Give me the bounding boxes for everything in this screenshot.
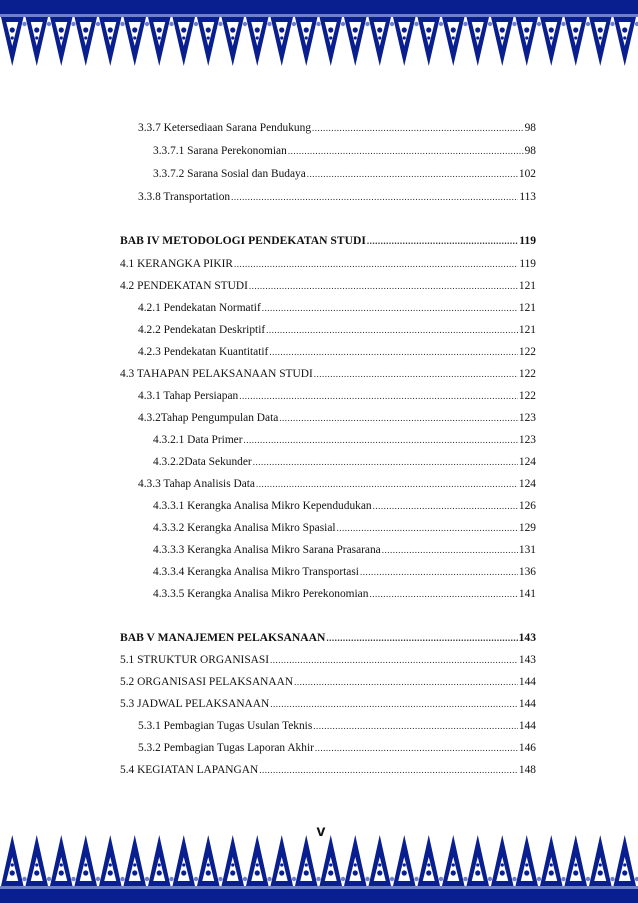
toc-entry-page: 144 — [518, 698, 536, 710]
toc-entry-page: 148 — [518, 764, 536, 776]
toc-entry-page: 122 — [518, 368, 536, 380]
toc-entry — [120, 276, 536, 296]
toc-leader-dots — [266, 320, 518, 340]
toc-entry-page: 124 — [518, 478, 536, 490]
toc-entry-page: 136 — [518, 566, 536, 578]
toc-entry — [120, 408, 536, 428]
toc-leader-dots — [382, 540, 518, 560]
toc-entry-title: 5.3 JADWAL PELAKSANAAN — [120, 698, 270, 710]
toc-leader-dots — [244, 430, 518, 450]
toc-entry — [120, 364, 536, 384]
toc-entry — [120, 628, 536, 648]
toc-leader-dots — [315, 738, 518, 758]
toc-entry-title: 4.3.3.1 Kerangka Analisa Mikro Kependudukan — [153, 500, 372, 512]
toc-entry-page: 123 — [518, 434, 536, 446]
toc-entry — [120, 187, 536, 207]
toc-entry-page: 143 — [518, 654, 536, 666]
toc-leader-dots — [256, 474, 518, 494]
toc-leader-dots — [249, 276, 518, 296]
toc-entry-title: 5.4 KEGIATAN LAPANGAN — [120, 764, 259, 776]
toc-entry-page: 122 — [518, 390, 536, 402]
toc-leader-dots — [239, 386, 518, 406]
toc-entry-title: 4.3 TAHAPAN PELAKSANAAN STUDI — [120, 368, 313, 380]
toc-entry — [120, 231, 536, 251]
toc-entry-page: 98 — [524, 122, 536, 134]
toc-entry-page: 98 — [524, 145, 536, 157]
toc-entry-title: 4.3.2.1 Data Primer — [153, 434, 243, 446]
toc-entry-title: 4.3.3.2 Kerangka Analisa Mikro Spasial — [153, 522, 336, 534]
toc-entry-page: 119 — [519, 258, 536, 270]
toc-entry-title: 5.3.2 Pembagian Tugas Laporan Akhir — [138, 742, 314, 754]
toc-entry-title: 5.3.1 Pembagian Tugas Usulan Teknis — [138, 720, 313, 732]
toc-leader-dots — [373, 496, 518, 516]
toc-leader-dots — [313, 716, 518, 736]
toc-leader-dots — [360, 562, 518, 582]
toc-entry — [120, 518, 536, 538]
toc-entry — [120, 496, 536, 516]
toc-leader-dots — [312, 118, 524, 138]
toc-leader-dots — [269, 342, 518, 362]
toc-leader-dots — [288, 141, 524, 161]
toc-leader-dots — [367, 231, 518, 251]
toc-entry — [120, 452, 536, 472]
toc-leader-dots — [270, 650, 518, 670]
toc-entry-page: 131 — [518, 544, 536, 556]
toc-entry — [120, 298, 536, 318]
toc-leader-dots — [369, 584, 517, 604]
toc-entry-title: 4.2.1 Pendekatan Normatif — [138, 302, 261, 314]
toc-entry-page: 129 — [518, 522, 536, 534]
toc-entry — [120, 650, 536, 670]
toc-entry-page: 119 — [519, 234, 536, 247]
toc-entry-title: 4.1 KERANGKA PIKIR — [120, 258, 233, 270]
toc-entry-title: 3.3.8 Transportation — [138, 191, 231, 203]
toc-entry — [120, 430, 536, 450]
toc-leader-dots — [259, 760, 518, 780]
toc-entry — [120, 386, 536, 406]
toc-entry-page: 144 — [518, 676, 536, 688]
toc-entry-title: 4.3.3.3 Kerangka Analisa Mikro Sarana Prasarana — [153, 544, 381, 556]
toc-entry-page: 113 — [519, 191, 536, 203]
toc-entry — [120, 474, 536, 494]
toc-entry-title: 4.2.3 Pendekatan Kuantitatif — [138, 346, 269, 358]
toc-entry — [120, 716, 536, 736]
toc-entry — [120, 562, 536, 582]
toc-entry-page: 121 — [518, 302, 536, 314]
toc-entry-page: 126 — [518, 500, 536, 512]
toc-entry-title: 3.3.7 Ketersediaan Sarana Pendukung — [138, 122, 312, 134]
toc-entry-title: 4.3.2.2Data Sekunder — [153, 456, 252, 468]
toc-entry — [120, 254, 536, 274]
toc-entry-page: 143 — [518, 631, 536, 644]
toc-entry — [120, 320, 536, 340]
toc-leader-dots — [231, 187, 518, 207]
toc-entry — [120, 738, 536, 758]
toc-leader-dots — [294, 672, 518, 692]
toc-entry-title: 3.3.7.1 Sarana Perekonomian — [153, 145, 287, 157]
toc-entry — [120, 760, 536, 780]
toc-entry-page: 123 — [518, 412, 536, 424]
toc-entry-page: 141 — [518, 588, 536, 600]
toc-leader-dots — [326, 628, 517, 648]
toc-entry-page: 144 — [518, 720, 536, 732]
toc-entry-page: 122 — [518, 346, 536, 358]
toc-entry-title: BAB V MANAJEMEN PELAKSANAAN — [120, 631, 326, 644]
toc-entry — [120, 672, 536, 692]
toc-leader-dots — [279, 408, 518, 428]
batik-triangle-pattern-icon — [0, 0, 638, 70]
toc-entry — [120, 342, 536, 362]
toc-entry-title: 4.2 PENDEKATAN STUDI — [120, 280, 248, 292]
toc-leader-dots — [234, 254, 518, 274]
toc-entry-title: 5.2 ORGANISASI PELAKSANAAN — [120, 676, 294, 688]
toc-entry-page: 121 — [518, 280, 536, 292]
toc-leader-dots — [337, 518, 518, 538]
toc-entry — [120, 118, 536, 138]
toc-leader-dots — [253, 452, 518, 472]
toc-entry — [120, 141, 536, 161]
toc-entry — [120, 584, 536, 604]
toc-entry-title: 4.3.3 Tahap Analisis Data — [138, 478, 255, 490]
toc-entry-title: 5.1 STRUKTUR ORGANISASI — [120, 654, 270, 666]
toc-entry-title: 4.3.3.5 Kerangka Analisa Mikro Perekonomian — [153, 588, 369, 600]
header-ornament — [0, 0, 638, 70]
toc-entry-title: BAB IV METODOLOGI PENDEKATAN STUDI — [120, 234, 366, 247]
toc-leader-dots — [270, 694, 518, 714]
toc-entry-page: 124 — [518, 456, 536, 468]
toc-entry-title: 4.3.3.4 Kerangka Analisa Mikro Transportasi — [153, 566, 359, 578]
toc-entry — [120, 164, 536, 184]
toc-entry-title: 4.3.2Tahap Pengumpulan Data — [138, 412, 279, 424]
toc-entry-page: 146 — [518, 742, 536, 754]
toc-leader-dots — [307, 164, 518, 184]
toc-entry-page: 121 — [518, 324, 536, 336]
page-number: v — [316, 823, 326, 840]
toc-entry-page: 102 — [518, 168, 536, 180]
batik-triangle-pattern-icon — [0, 825, 638, 903]
footer-ornament — [0, 825, 638, 903]
toc-entry — [120, 694, 536, 714]
toc-entry-title: 3.3.7.2 Sarana Sosial dan Budaya — [153, 168, 306, 180]
toc-entry-title: 4.2.2 Pendekatan Deskriptif — [138, 324, 266, 336]
toc-entry-title: 4.3.1 Tahap Persiapan — [138, 390, 239, 402]
toc-entry — [120, 540, 536, 560]
toc-leader-dots — [314, 364, 518, 384]
toc-leader-dots — [262, 298, 518, 318]
